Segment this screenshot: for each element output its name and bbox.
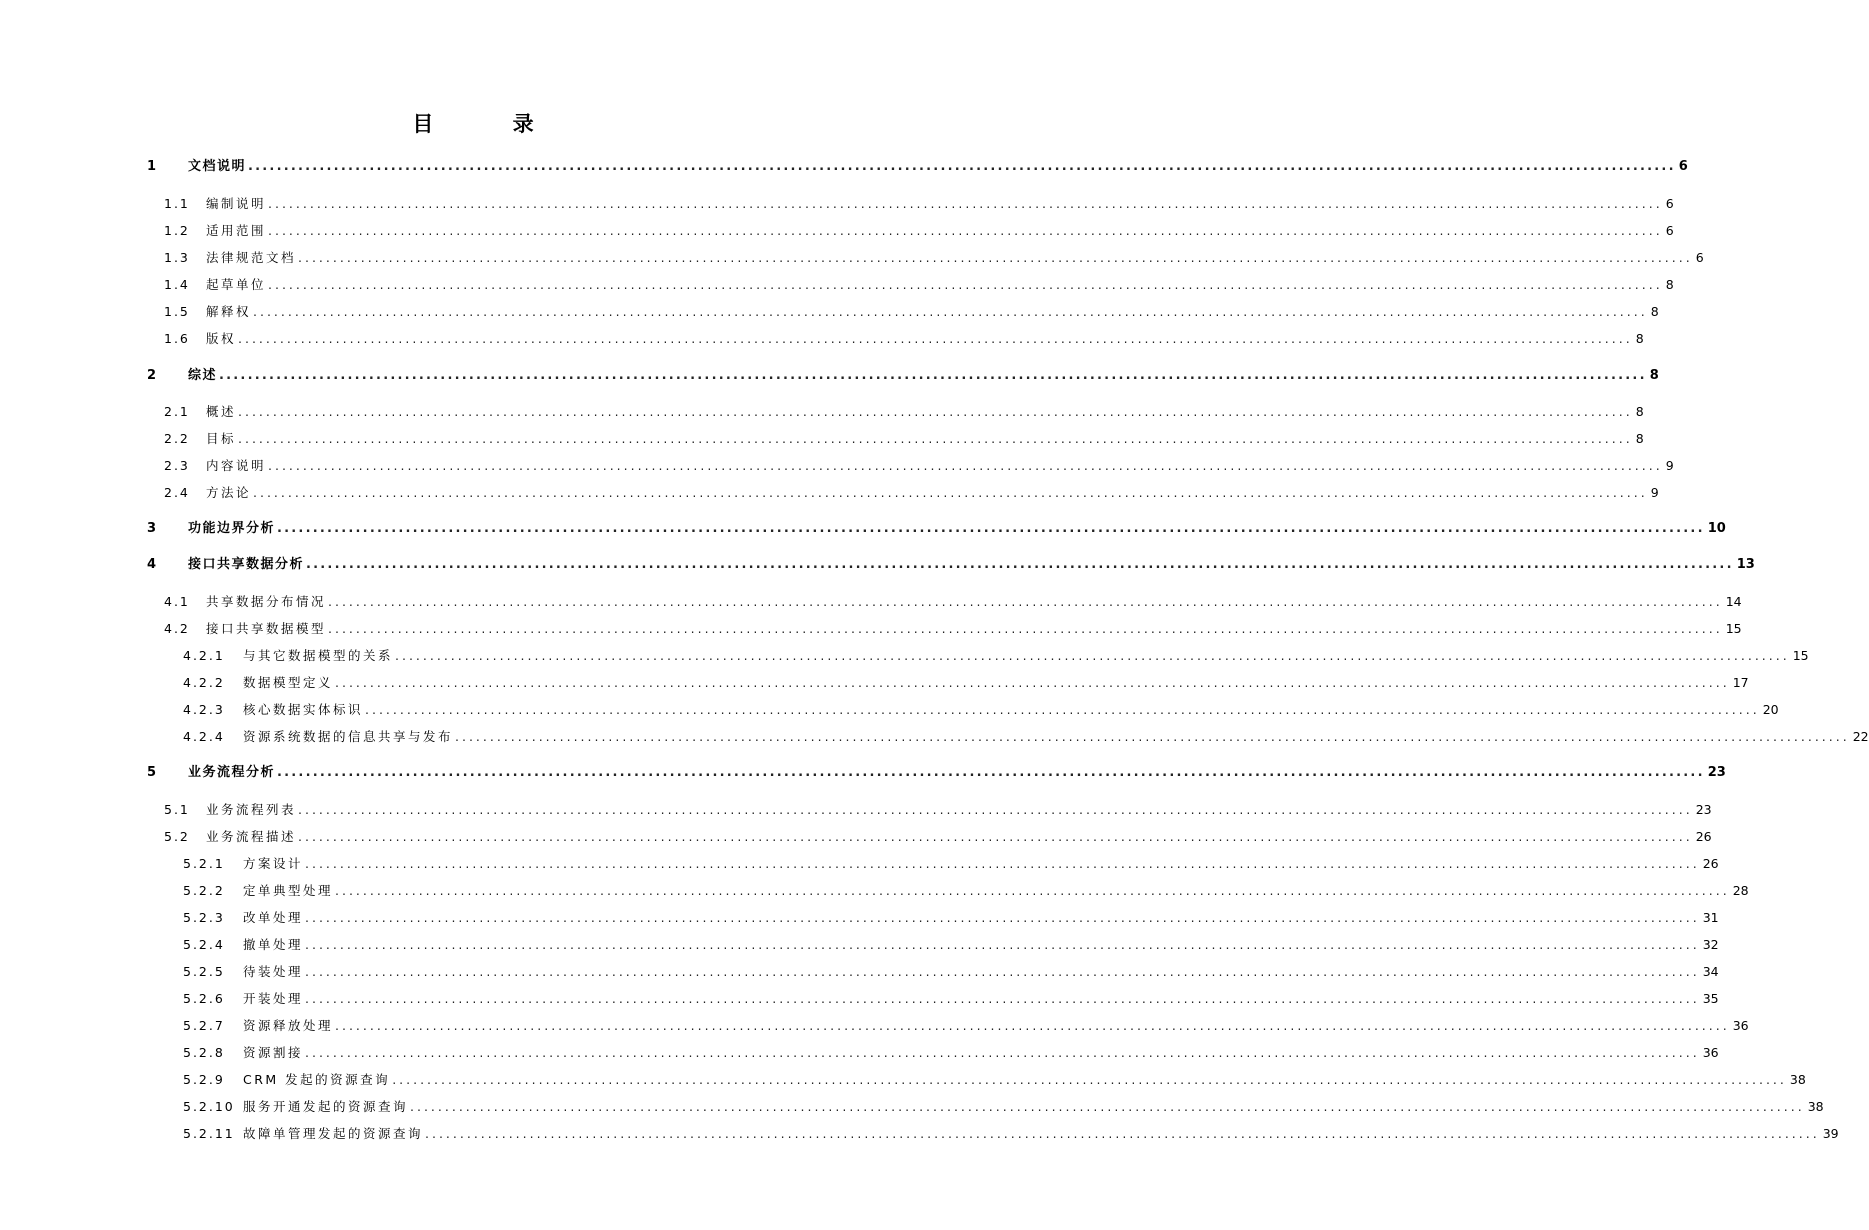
toc-entry-page: 15 [1792,648,1809,663]
toc-entry-title: 业务流程描述 [206,829,297,844]
toc-entry-number: 1.3 [164,250,190,265]
toc-dot-leader: ........................................................................................................................................................................................................ [306,557,1734,572]
toc-entry[interactable] [183,986,1719,1008]
toc-dot-leader: ........................................................................................................................................................................................................ [219,368,1647,383]
toc-entry-number: 5.2.2 [183,883,225,898]
toc-entry[interactable] [164,299,1659,321]
toc-entry[interactable] [183,878,1749,900]
toc-entry-title: 服务开通发起的资源查询 [243,1099,409,1114]
toc-entry-number: 5.2.10 [183,1099,235,1114]
toc-entry-page: 31 [1702,910,1719,925]
toc-entry-page: 34 [1702,964,1719,979]
toc-entry-number: 1.5 [164,304,190,319]
toc-entry[interactable] [183,1121,1839,1143]
toc-dot-leader: ........................................................................................................................................................................................................ [392,1072,1787,1087]
toc-entry-number: 1.6 [164,331,190,346]
toc-dot-leader: ........................................................................................................................................................................................................ [238,404,1633,419]
toc-entry-title: 方法论 [206,485,252,500]
toc-entry-title: 定单典型处理 [243,883,334,898]
toc-entry-title: 接口共享数据分析 [188,557,305,572]
toc-entry-page: 8 [1635,404,1644,419]
toc-entry-title: 核心数据实体标识 [243,702,364,717]
toc-entry-title: 功能边界分析 [188,521,276,536]
toc-entry-number: 2 [147,368,159,383]
toc-dot-leader: ........................................................................................................................................................................................................ [268,196,1663,211]
toc-dot-leader: ........................................................................................................................................................................................................ [305,910,1700,925]
toc-entry-number: 5.2.1 [183,856,225,871]
toc-entry-title: CRM 发起的资源查询 [243,1072,391,1087]
toc-entry-title: 解释权 [206,304,252,319]
toc-entry[interactable] [183,697,1779,719]
toc-entry[interactable] [164,426,1644,448]
toc-entry-title: 与其它数据模型的关系 [243,648,394,663]
toc-entry-page: 8 [1665,277,1674,292]
toc-entry-page: 32 [1702,937,1719,952]
toc-entry-title: 资源系统数据的信息共享与发布 [243,729,454,744]
toc-entry-number: 2.1 [164,404,190,419]
toc-entry-number: 5 [147,765,159,780]
toc-entry-number: 5.2.4 [183,937,225,952]
toc-entry-number: 1.1 [164,196,190,211]
toc-entry-page: 23 [1695,802,1712,817]
toc-entry-page: 6 [1665,196,1674,211]
toc-entry-page: 6 [1665,223,1674,238]
toc-entry-page: 9 [1650,485,1659,500]
toc-entry-page: 13 [1736,557,1755,572]
toc-entry-page: 36 [1702,1045,1719,1060]
toc-entry-page: 8 [1650,304,1659,319]
toc-dot-leader: ........................................................................................................................................................................................................ [305,856,1700,871]
toc-entry[interactable] [183,851,1719,873]
toc-dot-leader: ........................................................................................................................................................................................................ [335,1018,1730,1033]
toc-dot-leader: ........................................................................................................................................................................................................ [277,765,1705,780]
toc-dot-leader: ........................................................................................................................................................................................................ [253,304,1648,319]
toc-entry[interactable] [147,552,1755,574]
toc-entry-title: 撤单处理 [243,937,304,952]
toc-entry-title: 文档说明 [188,159,247,174]
toc-entry-number: 4.2.2 [183,675,225,690]
toc-dot-leader: ........................................................................................................................................................................................................ [455,729,1850,744]
toc-entry[interactable] [164,589,1742,611]
toc-entry-title: 概述 [206,404,237,419]
toc-entry[interactable] [183,1013,1749,1035]
toc-entry-title: 业务流程分析 [188,765,276,780]
toc-entry-number: 5.2.9 [183,1072,225,1087]
toc-entry[interactable] [183,1067,1806,1089]
toc-dot-leader: ........................................................................................................................................................................................................ [268,277,1663,292]
toc-entry-title: 适用范围 [206,223,267,238]
toc-entry[interactable] [164,218,1674,240]
toc-entry-page: 10 [1707,521,1726,536]
toc-entry[interactable] [183,932,1719,954]
toc-entry-title: 故障单管理发起的资源查询 [243,1126,424,1141]
toc-entry-page: 26 [1695,829,1712,844]
toc-dot-leader: ........................................................................................................................................................................................................ [268,223,1663,238]
toc-entry-number: 4.2.3 [183,702,225,717]
toc-entry[interactable] [183,670,1749,692]
toc-dot-leader: ........................................................................................................................................................................................................ [248,159,1676,174]
toc-entry-title: 内容说明 [206,458,267,473]
toc-entry[interactable] [147,516,1726,538]
toc-entry-title: 方案设计 [243,856,304,871]
toc-entry-number: 1 [147,159,159,174]
toc-entry[interactable] [183,1094,1824,1116]
toc-dot-leader: ........................................................................................................................................................................................................ [268,458,1663,473]
toc-entry-number: 5.2.8 [183,1045,225,1060]
toc-entry[interactable] [164,272,1674,294]
toc-entry-number: 4 [147,557,159,572]
toc-entry-page: 15 [1725,621,1742,636]
toc-dot-leader: ........................................................................................................................................................................................................ [298,250,1693,265]
toc-entry-number: 5.2.6 [183,991,225,1006]
toc-entry-number: 2.2 [164,431,190,446]
toc-entry-title: 编制说明 [206,196,267,211]
toc-dot-leader: ........................................................................................................................................................................................................ [305,991,1700,1006]
toc-entry-page: 6 [1695,250,1704,265]
toc-dot-leader: ........................................................................................................................................................................................................ [298,829,1693,844]
toc-entry-title: 目标 [206,431,237,446]
toc-entry-title: 版权 [206,331,237,346]
toc-entry-number: 5.2.3 [183,910,225,925]
toc-entry[interactable] [164,616,1742,638]
toc-dot-leader: ........................................................................................................................................................................................................ [238,431,1633,446]
toc-entry[interactable] [147,363,1659,385]
toc-entry[interactable] [164,797,1712,819]
toc-entry-number: 5.2.11 [183,1126,235,1141]
toc-dot-leader: ........................................................................................................................................................................................................ [277,521,1705,536]
toc-entry[interactable] [183,724,1869,746]
toc-dot-leader: ........................................................................................................................................................................................................ [305,937,1700,952]
toc-entry-title: 开装处理 [243,991,304,1006]
toc-dot-leader: ........................................................................................................................................................................................................ [335,883,1730,898]
toc-entry[interactable] [164,824,1712,846]
toc-entry[interactable] [164,399,1644,421]
toc-entry-number: 5.1 [164,802,190,817]
toc-entry-title: 业务流程列表 [206,802,297,817]
toc-entry-page: 36 [1732,1018,1749,1033]
toc-entry-title: 综述 [188,368,218,383]
toc-entry-page: 38 [1789,1072,1806,1087]
toc-dot-leader: ........................................................................................................................................................................................................ [365,702,1760,717]
toc-entry[interactable] [164,245,1704,267]
toc-entry-page: 20 [1762,702,1779,717]
toc-entry-title: 法律规范文档 [206,250,297,265]
toc-entry-number: 2.4 [164,485,190,500]
toc-entry-page: 28 [1732,883,1749,898]
toc-entry-page: 22 [1852,729,1869,744]
toc-entry-number: 1.2 [164,223,190,238]
toc-dot-leader: ........................................................................................................................................................................................................ [305,964,1700,979]
toc-entry-title: 接口共享数据模型 [206,621,327,636]
toc-entry[interactable] [147,760,1726,782]
toc-dot-leader: ........................................................................................................................................................................................................ [305,1045,1700,1060]
toc-entry-page: 17 [1732,675,1749,690]
toc-entry[interactable] [164,326,1644,348]
toc-entry-page: 8 [1649,368,1659,383]
toc-entry-number: 4.2.4 [183,729,225,744]
toc-entry-title: 共享数据分布情况 [206,594,327,609]
toc-title: 目 录 [412,112,570,136]
toc-entry[interactable] [164,453,1674,475]
toc-entry-number: 1.4 [164,277,190,292]
toc-entry[interactable] [164,480,1659,502]
toc-entry-page: 26 [1702,856,1719,871]
toc-entry-title: 资源释放处理 [243,1018,334,1033]
toc-entry-title: 资源割接 [243,1045,304,1060]
toc-entry-page: 23 [1707,765,1726,780]
toc-entry-title: 起草单位 [206,277,267,292]
toc-entry-page: 35 [1702,991,1719,1006]
toc-entry[interactable] [183,959,1719,981]
toc-entry-number: 3 [147,521,159,536]
toc-dot-leader: ........................................................................................................................................................................................................ [395,648,1790,663]
toc-entry-number: 5.2.7 [183,1018,225,1033]
toc-dot-leader: ........................................................................................................................................................................................................ [425,1126,1820,1141]
toc-entry-number: 4.1 [164,594,190,609]
toc-entry[interactable] [164,191,1674,213]
toc-entry[interactable] [183,905,1719,927]
toc-entry-page: 6 [1678,159,1688,174]
toc-dot-leader: ........................................................................................................................................................................................................ [410,1099,1805,1114]
toc-entry[interactable] [147,154,1688,176]
toc-entry-page: 38 [1807,1099,1824,1114]
toc-entry-number: 4.2 [164,621,190,636]
toc-entry-page: 8 [1635,331,1644,346]
toc-dot-leader: ........................................................................................................................................................................................................ [335,675,1730,690]
toc-dot-leader: ........................................................................................................................................................................................................ [298,802,1693,817]
toc-entry-title: 待装处理 [243,964,304,979]
toc-entry-number: 4.2.1 [183,648,225,663]
toc-dot-leader: ........................................................................................................................................................................................................ [238,331,1633,346]
toc-entry-number: 5.2.5 [183,964,225,979]
toc-dot-leader: ........................................................................................................................................................................................................ [328,621,1723,636]
toc-entry-page: 8 [1635,431,1644,446]
toc-dot-leader: ........................................................................................................................................................................................................ [253,485,1648,500]
toc-entry[interactable] [183,643,1809,665]
toc-entry-number: 5.2 [164,829,190,844]
toc-entry-title: 数据模型定义 [243,675,334,690]
toc-entry-page: 9 [1665,458,1674,473]
toc-entry-title: 改单处理 [243,910,304,925]
toc-entry-number: 2.3 [164,458,190,473]
toc-entry-page: 14 [1725,594,1742,609]
toc-entry[interactable] [183,1040,1719,1062]
toc-entry-page: 39 [1822,1126,1839,1141]
toc-dot-leader: ........................................................................................................................................................................................................ [328,594,1723,609]
